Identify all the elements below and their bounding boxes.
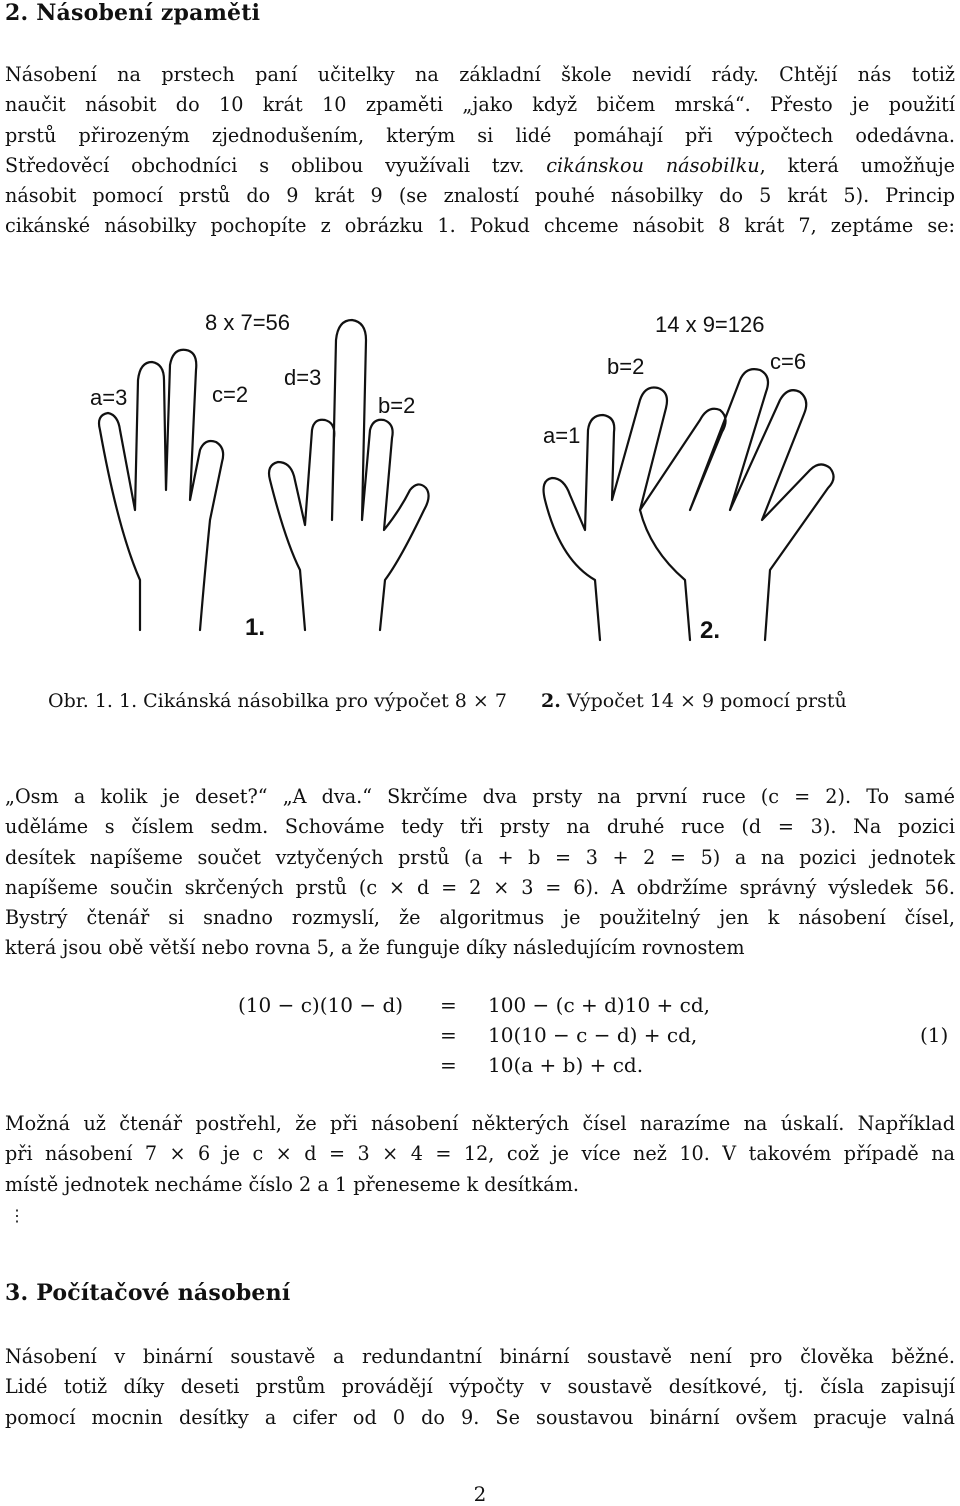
label-d-left: d=3	[284, 365, 322, 390]
explanation-line-6: která jsou obě větší nebo rovna 5, a že funguje díky následujícím rovnostem	[5, 936, 745, 960]
equation-lhs: (10 − c)(10 − d)	[238, 993, 404, 1017]
explanation-line-4: napíšeme součin skrčených prstů (c × d = 2 × 3 = 6). A obdržíme správný výsledek 56.	[5, 875, 955, 899]
finger-multiplication-figure	[0, 280, 960, 660]
section-3-line-2: Lidé totiž díky deseti prstům provádějí výpočty v soustavě desítkové, tj. čísla zapisují	[5, 1375, 955, 1399]
intro-line-6: cikánské násobilky pochopíte z obrázku 1. Pokud chceme násobit 8 krát 7, zeptáme se:	[5, 214, 955, 238]
explanation-line-3: desítek napíšeme součet vztyčených prstů (a + b = 3 + 2 = 5) a na pozici jednotek	[5, 845, 955, 869]
intro-line-3: prstů přirozeným zjednodušením, kterým si lidé pomáhají při výpočtech odedávna.	[5, 123, 955, 147]
note-line-2: při násobení 7 × 6 je c × d = 3 × 4 = 12, což je více než 10. V takovém případě na	[5, 1142, 955, 1166]
caption-right-text: Výpočet 14 × 9 pomocí prstů	[560, 690, 847, 712]
intro-paragraph	[5, 60, 955, 242]
explanation-line-2: uděláme s číslem sedm. Schováme tedy tři prsty na druhé ruce (d = 3). Na pozici	[5, 815, 955, 839]
hand-right-b	[640, 369, 834, 640]
explanation-paragraph	[5, 782, 955, 964]
explanation-line-5: Bystrý čtenář si snadno rozmyslí, že algoritmus je použitelný jen k násobení čísel,	[5, 906, 955, 930]
equation-tag: (1)	[920, 1023, 949, 1047]
note-line-3: místě jednotek necháme číslo 2 a 1 přeneseme k desítkám.	[5, 1172, 579, 1196]
section-2-heading: 2. Násobení zpaměti	[5, 0, 261, 26]
label-b-left: b=2	[378, 393, 416, 418]
section-3-heading: 3. Počítačové násobení	[5, 1280, 291, 1306]
equation-rhs-2: 10(10 − c − d) + cd,	[488, 1023, 698, 1047]
label-a-right: a=1	[543, 423, 581, 448]
intro-line-5: násobit pomocí prstů do 9 krát 9 (se znalostí pouhé násobilky do 5 krát 5). Princip	[5, 184, 955, 208]
intro-line-2: naučit násobit do 10 krát 10 zpaměti „jako když bičem mrská“. Přesto je použití	[5, 93, 955, 117]
note-paragraph	[5, 1109, 955, 1200]
section-3-line-1: Násobení v binární soustavě a redundantní binární soustavě není pro člověka běžné.	[5, 1345, 955, 1368]
caption-left: Obr. 1. 1. Cikánská násobilka pro výpočet 8 × 7	[48, 690, 507, 712]
label-a-left: a=3	[90, 385, 128, 410]
intro-line-4	[5, 151, 955, 181]
caption-right-number: 2.	[541, 690, 561, 712]
explanation-line-1: „Osm a kolik je deset?“ „A dva.“ Skrčíme dva prsty na první ruce (c = 2). To samé	[5, 785, 955, 808]
equation-rhs-3: 10(a + b) + cd.	[488, 1053, 644, 1077]
equation-op-3: =	[440, 1053, 457, 1077]
intro-line-4-head: Středověcí obchodníci s oblibou využívali tzv.	[5, 153, 547, 177]
section-3-line-3: pomocí mocnin desítky a cifer od 0 do 9. Se soustavou binární ovšem pracuje valná	[5, 1405, 955, 1429]
intro-emphasis: cikánskou násobilku	[546, 153, 760, 177]
figure-number-1: 1.	[245, 614, 266, 641]
intro-line-1: Násobení na prstech paní učitelky na základní škole nevidí rády. Chtějí nás totiž	[5, 63, 955, 86]
figure-number-2: 2.	[700, 617, 721, 644]
label-c-right: c=6	[770, 349, 807, 374]
note-line-1: Možná už čtenář postřehl, že při násobení některých čísel narazíme na úskalí. Například	[5, 1112, 955, 1135]
label-c-left: c=2	[212, 382, 249, 407]
equation-op-2: =	[440, 1023, 457, 1047]
hands-illustration	[0, 280, 960, 660]
label-b-right: b=2	[607, 354, 645, 379]
equation-right-label: 14 x 9=126	[655, 312, 765, 337]
page-number: 2	[473, 1482, 487, 1506]
equation-op-1: =	[440, 993, 457, 1017]
figure-caption	[48, 690, 847, 712]
section-3-paragraph	[5, 1342, 955, 1433]
vertical-ellipsis: ⋮	[9, 1206, 25, 1225]
equation-left-label: 8 x 7=56	[205, 310, 291, 335]
intro-line-4-tail: , která umožňuje	[759, 153, 955, 177]
equation-rhs-1: 100 − (c + d)10 + cd,	[488, 993, 711, 1017]
